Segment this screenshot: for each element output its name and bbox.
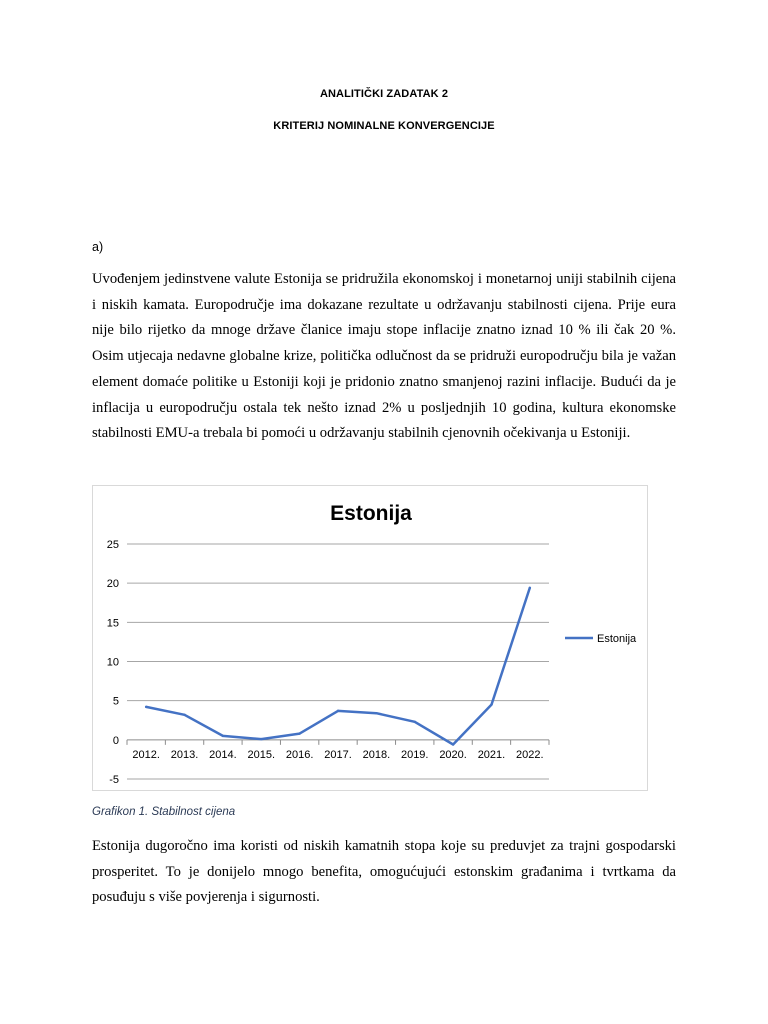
y-tick-label: 25: [106, 539, 119, 551]
y-tick-label: 0: [112, 734, 119, 747]
document-title: ANALITIČKI ZADATAK 2: [319, 88, 449, 100]
document-subtitle: KRITERIJ NOMINALNE KONVERGENCIJE: [273, 120, 495, 132]
series-line: [146, 588, 530, 745]
x-tick-label: 2012.: [132, 748, 160, 761]
data-point: [145, 706, 147, 708]
x-tick-label: 2021.: [477, 748, 506, 761]
data-point: [183, 714, 185, 716]
legend-label: Estonija: [597, 633, 637, 645]
y-tick-label: 15: [106, 617, 119, 630]
data-point: [375, 712, 377, 714]
paragraph-intro: Uvođenjem jedinstvene valute Estonija se pridružila ekonomskoj i monetarnoj uniji stabilnih cijena i niskih kamata. Europodručje ima dokazane rezultate u održavanju stabilnosti cijena. Prije eura nije bilo rijetko da mnoge države članice imaju stope inflacije znatno iznad 10 % ili čak 20 %. Osim utjecaja nedavne globalne krize, politička odlučnost da se pridruži europodručju bila je važan element domaće politike u Estoniji koji je pridonio znatno smanjenoj razini inflacije. Budući da je inflacija u europodručju ostala tek nešto iznad 2% u posljednjih 10 godina, kultura ekonomske stabilnosti EMU-a trebala bi pomoći u održavanju stabilnih cjenovnih očekivanja u Estoniji.: [92, 271, 676, 442]
data-point: [337, 710, 339, 712]
data-point: [490, 703, 492, 705]
paragraph-conclusion: Estonija dugoročno ima koristi od niskih kamatnih stopa koje su preduvjet za trajni gospodarski prosperitet. To je donijelo mnogo benefita, omogućujući estonskim građanima i tvrtkama da posuđuju s više povjerenja i sigurnosti.: [92, 838, 676, 906]
y-tick-label: 5: [112, 695, 119, 708]
data-point: [452, 743, 454, 745]
x-tick-label: 2018.: [362, 748, 391, 761]
section-label: a): [92, 240, 104, 254]
line-chart: [93, 486, 649, 792]
data-point: [414, 721, 416, 723]
x-tick-label: 2016.: [285, 748, 314, 761]
x-tick-label: 2013.: [170, 748, 199, 761]
x-tick-label: 2020.: [439, 748, 467, 761]
x-tick-label: 2015.: [247, 748, 276, 761]
data-point: [298, 732, 300, 734]
chart-title: Estonija: [330, 502, 412, 525]
data-point: [260, 738, 262, 740]
x-tick-label: 2017.: [324, 748, 352, 761]
data-point: [529, 587, 531, 589]
data-point: [222, 735, 224, 737]
x-tick-label: 2019.: [400, 748, 429, 761]
y-tick-label: -5: [109, 774, 119, 786]
x-tick-label: 2014.: [209, 748, 237, 761]
figure-caption: Grafikon 1. Stabilnost cijena: [92, 806, 236, 818]
chart-container: [92, 485, 648, 791]
y-tick-label: 10: [106, 656, 119, 669]
x-tick-label: 2022.: [516, 748, 544, 761]
y-tick-label: 20: [106, 578, 119, 591]
